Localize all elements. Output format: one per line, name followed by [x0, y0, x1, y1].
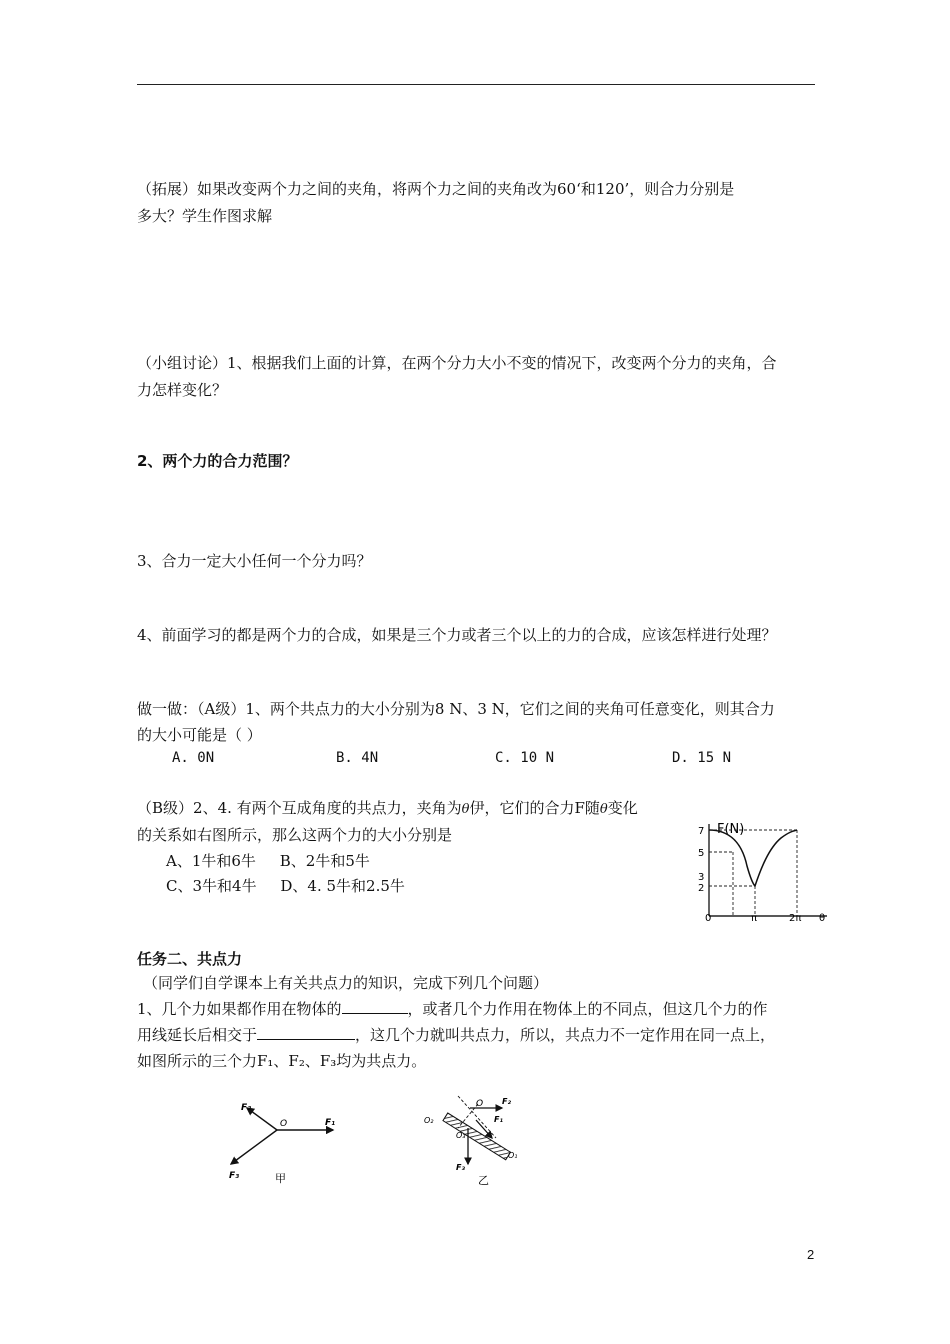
exercise-b-line-1	[137, 795, 697, 823]
task2-line-2-a: 用线延长后相交于	[137, 1026, 258, 1044]
figure-a-caption: 甲	[275, 1172, 286, 1185]
figure-b-label-o: O	[476, 1099, 484, 1109]
figure-b-label-f2: F₂	[502, 1097, 511, 1106]
force-angle-graph	[695, 818, 835, 922]
graph-curve	[709, 830, 797, 886]
task2-intro: （同学们自学课本上有关共点力的知识，完成下列几个问题）	[143, 974, 549, 992]
exercise-b-options-row-1: A、1牛和6牛 B、2牛和5牛	[166, 852, 370, 870]
figure-b-caption: 乙	[478, 1174, 489, 1187]
exercise-a-line-2: 的大小可能是（ ）	[137, 726, 262, 744]
figure-a-label-o: O	[280, 1119, 288, 1129]
header-rule	[137, 84, 815, 85]
exercise-b-text-a: （B级）2、4. 有两个互成角度的共点力，夹角为	[137, 799, 462, 817]
graph-ytick-2: 2	[698, 883, 705, 894]
answer-blank-1[interactable]	[342, 997, 408, 1014]
page-number: 2	[807, 1247, 815, 1262]
theta-symbol-2: θ	[599, 802, 608, 817]
graph-ytick-5: 5	[698, 848, 705, 859]
figure-a-concurrent-forces	[215, 1098, 355, 1188]
figure-b-label-o1: O₁	[508, 1151, 518, 1160]
task2-line-2	[137, 1022, 827, 1049]
theta-symbol-1: θ	[461, 802, 470, 817]
figure-a-label-f1: F₁	[325, 1118, 336, 1128]
task2-line-1-a: 1、几个力如果都作用在物体的	[137, 1000, 342, 1018]
answer-blank-2[interactable]	[257, 1023, 355, 1040]
exercise-a-option-a: A. 0N	[172, 750, 215, 766]
discussion-q4: 4、前面学习的都是两个力的合成，如果是三个力或者三个以上的力的合成，应该怎样进行处理？	[137, 626, 777, 644]
task2-line-1	[137, 996, 827, 1023]
task2-line-2-b: ，这几个力就叫共点力，所以，共点力不一定作用在同一点上，	[355, 1026, 776, 1044]
figure-b-label-o3: O₃	[456, 1131, 466, 1140]
figure-a-arrow-f2	[247, 1108, 277, 1130]
exercise-a-line-1: 做一做：（A级）1、两个共点力的大小分别为8 N、3 N，它们之间的夹角可任意变化，则其合力	[137, 700, 775, 718]
extension-line-1: （拓展）如果改变两个力之间的夹角，将两个力之间的夹角改为60‘和120’，则合力分别是	[137, 180, 735, 198]
graph-ytick-3: 3	[698, 872, 705, 883]
task2-line-3: 如图所示的三个力F₁、F₂、F₃均为共点力。	[137, 1052, 427, 1070]
exercise-b-text-b: 伊，它们的合力F随	[469, 799, 600, 817]
task2-title: 任务二、共点力	[137, 950, 243, 968]
figure-b-label-f1: F₁	[494, 1115, 503, 1124]
exercise-b-line-2: 的关系如右图所示，那么这两个力的大小分别是	[137, 826, 453, 844]
figure-a-label-f3: F₃	[229, 1171, 240, 1181]
exercise-a-option-c: C. 10 N	[495, 750, 555, 766]
discussion-q1-line-2: 力怎样变化？	[137, 381, 228, 399]
exercise-b-options-row-2: C、3牛和4牛 D、4. 5牛和2.5牛	[166, 877, 405, 895]
figure-b-label-f3: F₃	[456, 1163, 465, 1172]
discussion-q3: 3、合力一定大小任何一个分力吗？	[137, 552, 372, 570]
graph-ytick-7: 7	[698, 826, 705, 837]
figure-a-arrow-f3	[231, 1130, 277, 1164]
graph-xtick-0: 0	[705, 913, 712, 922]
figure-b-label-o2: O₂	[424, 1116, 434, 1125]
extension-line-2: 多大？学生作图求解	[137, 207, 273, 225]
discussion-q2: 2、两个力的合力范围？	[137, 452, 298, 470]
exercise-a-option-b: B. 4N	[336, 750, 379, 766]
exercise-b-text-c: 变化	[607, 799, 638, 817]
task2-line-1-b: ，或者几个力作用在物体上的不同点，但这几个力的作	[407, 1000, 768, 1018]
exercise-a-option-d: D. 15 N	[672, 750, 732, 766]
discussion-q1-line-1: （小组讨论）1、根据我们上面的计算，在两个分力大小不变的情况下，改变两个分力的夹角，合	[137, 354, 777, 372]
graph-y-label: F(N)	[717, 822, 745, 837]
figure-a-label-f2: F₂	[241, 1103, 252, 1113]
figure-b-concurrent-forces	[418, 1092, 528, 1188]
graph-xtick-pi: π	[751, 913, 758, 922]
graph-xtick-2pi: 2π	[789, 913, 802, 922]
graph-x-label: θ	[819, 913, 826, 922]
